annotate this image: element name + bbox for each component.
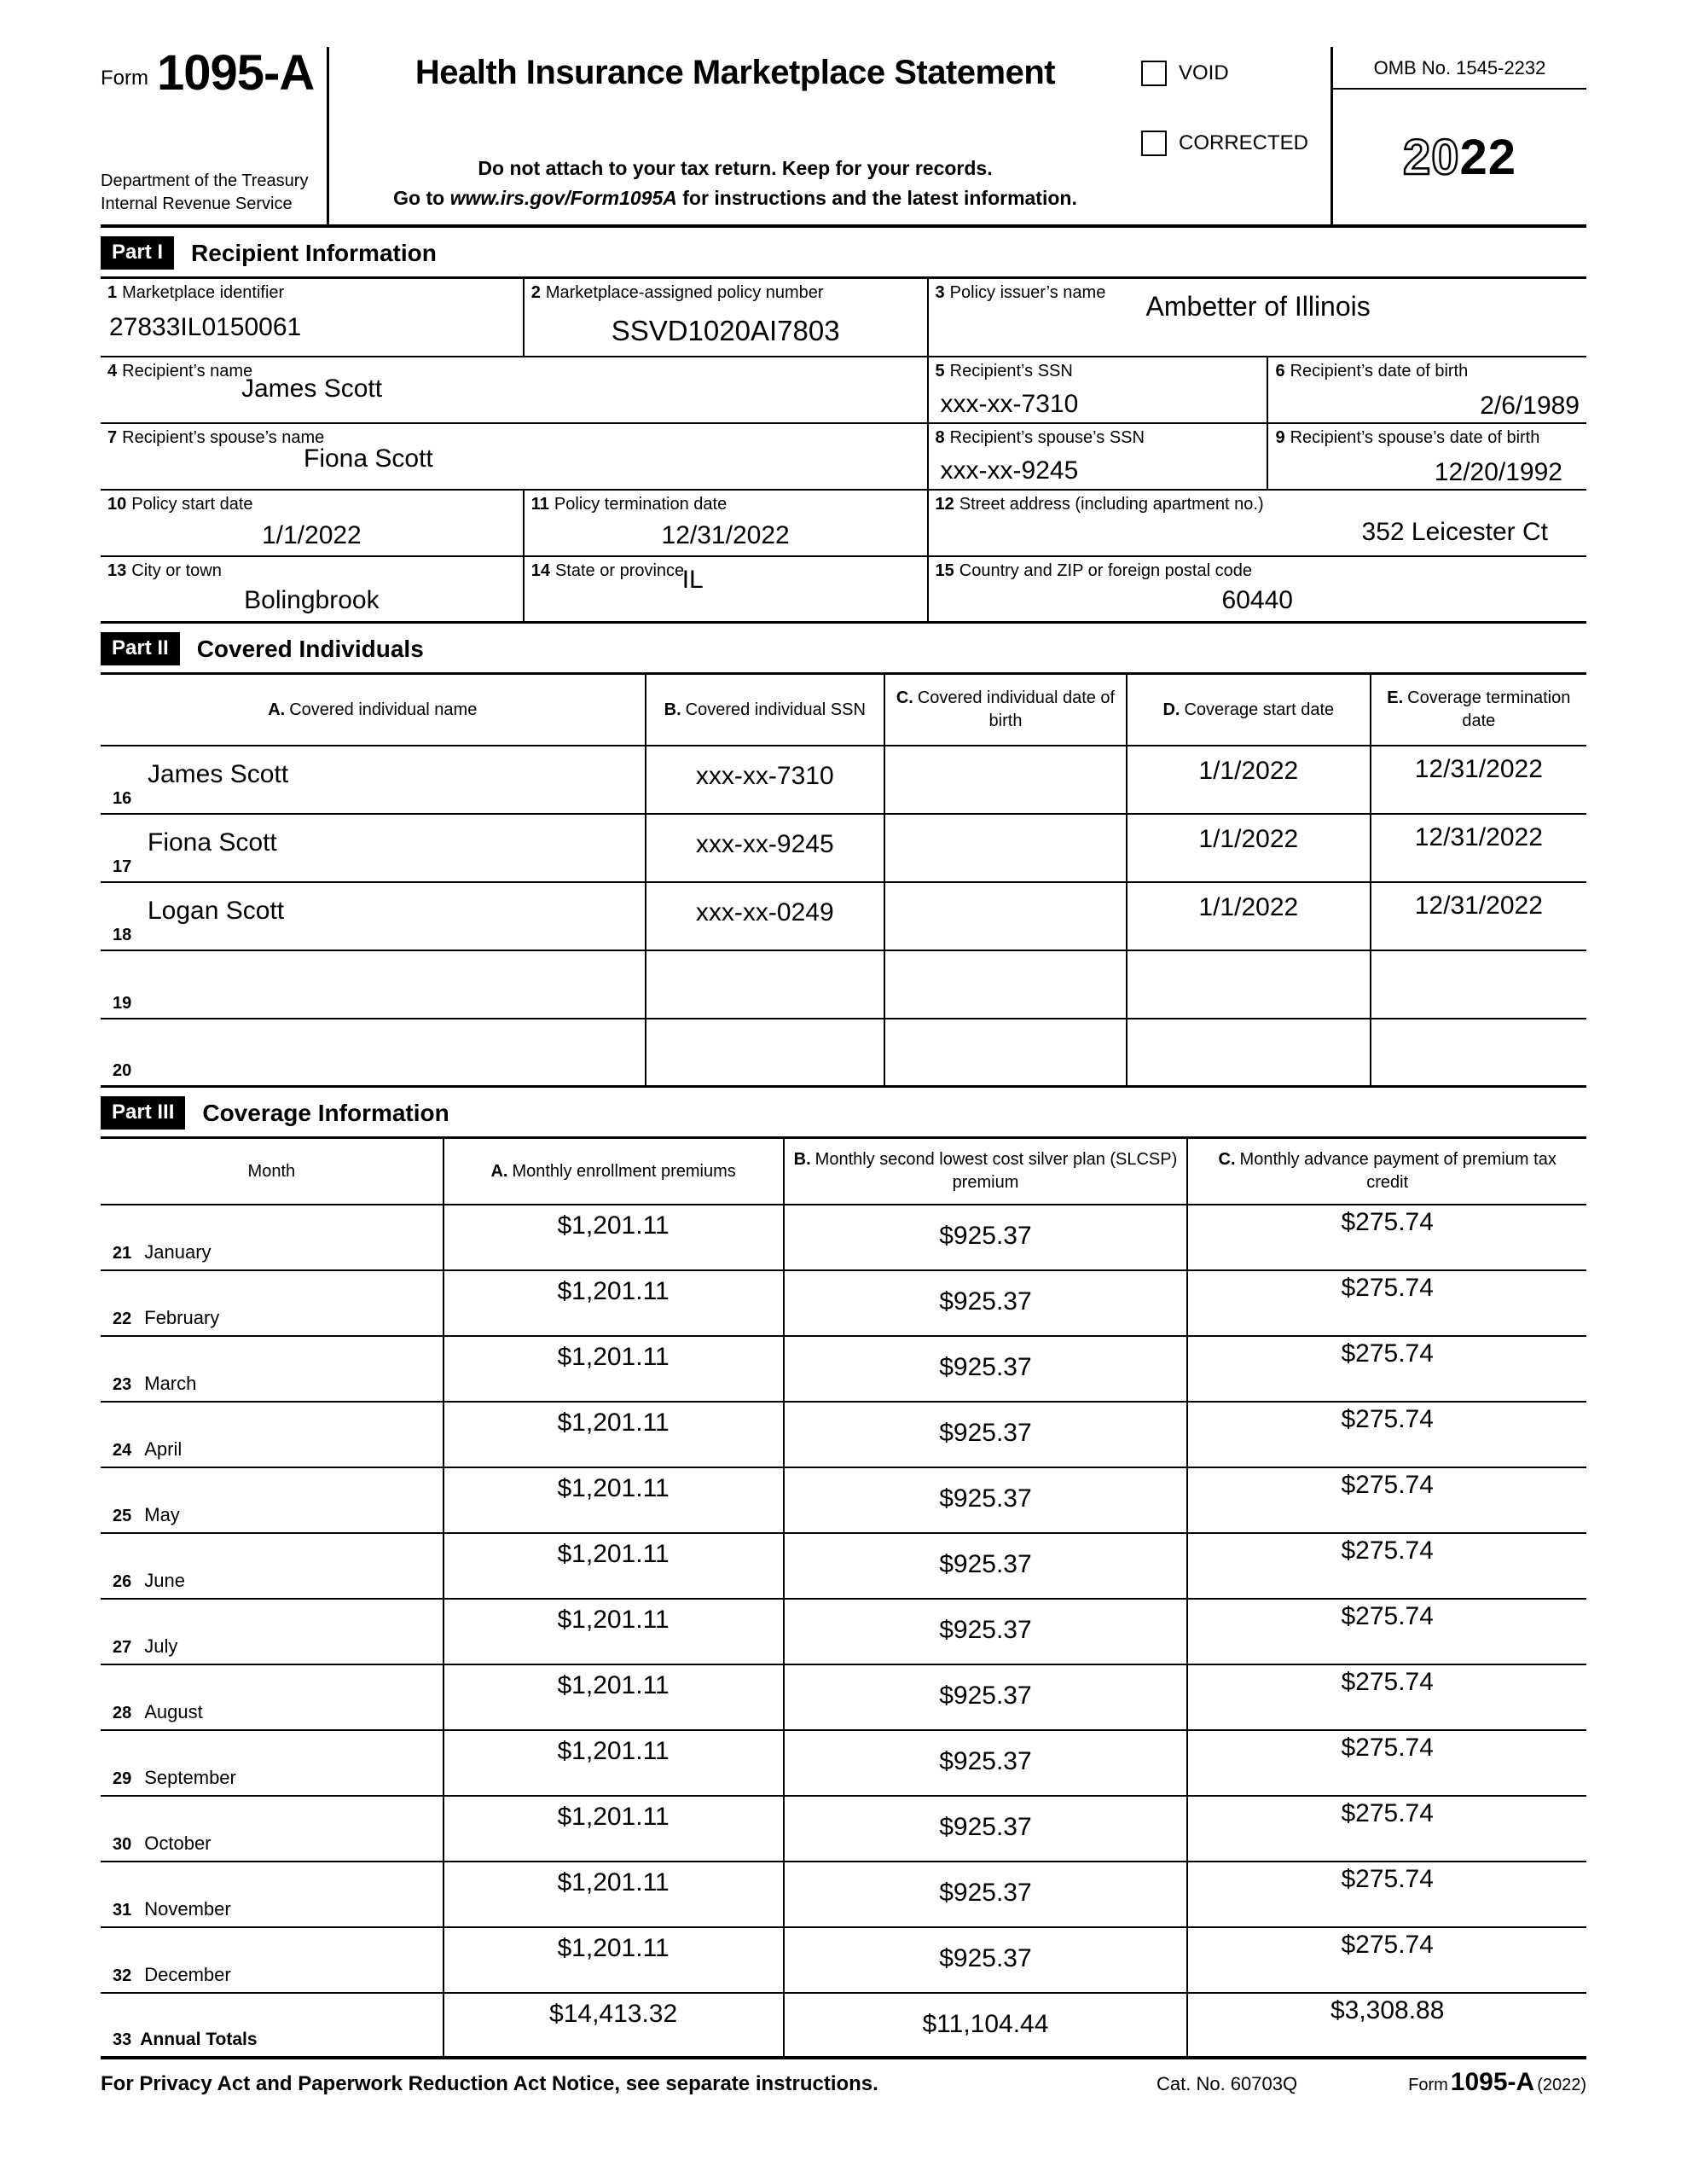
month-name: October bbox=[144, 1833, 212, 1854]
advance-payment: $275.74 bbox=[1341, 1931, 1434, 1959]
form-title: Health Insurance Marketplace Statement bbox=[415, 54, 1056, 91]
col-advance-payment: C. Monthly advance payment of premium tax credit bbox=[1186, 1139, 1586, 1204]
coverage-start: 1/1/2022 bbox=[1198, 893, 1299, 921]
advance-payment: $275.74 bbox=[1341, 1339, 1434, 1368]
line-number: 16 bbox=[113, 789, 132, 808]
covered-individual-row-16 bbox=[101, 746, 1586, 815]
part1-row-3 bbox=[101, 424, 1586, 491]
policy-number-value: SSVD1020AI7803 bbox=[611, 315, 840, 346]
enrollment-premium: $1,201.11 bbox=[557, 1671, 670, 1699]
field-spouse-ssn: 8 Recipient’s spouse’s SSN xxx-xx-9245 bbox=[927, 424, 1267, 489]
annual-totals-label: Annual Totals bbox=[140, 2030, 258, 2049]
policy-issuer-value: Ambetter of Illinois bbox=[1145, 291, 1371, 322]
spouse-ssn-value: xxx-xx-9245 bbox=[940, 456, 1079, 485]
form-word: Form bbox=[101, 67, 148, 90]
form-header bbox=[101, 47, 1586, 228]
enrollment-premium: $1,201.11 bbox=[557, 1934, 670, 1962]
advance-payment: $275.74 bbox=[1341, 1668, 1434, 1696]
privacy-notice: For Privacy Act and Paperwork Reduction Act Notice, see separate instructions. bbox=[101, 2072, 878, 2095]
irs-url: www.irs.gov/Form1095A bbox=[449, 187, 677, 210]
part3-table bbox=[101, 1136, 1586, 2059]
field-policy-start: 10 Policy start date 1/1/2022 bbox=[101, 491, 523, 555]
agency-line-1: Department of the Treasury bbox=[101, 171, 309, 190]
col-month: Month bbox=[247, 1161, 296, 1181]
omb-number: OMB No. 1545-2232 bbox=[1333, 47, 1586, 90]
advance-payment: $275.74 bbox=[1341, 1536, 1434, 1565]
form-instructions bbox=[341, 154, 1129, 214]
part2-title: Covered Individuals bbox=[196, 635, 424, 662]
form-title-block bbox=[329, 47, 1141, 224]
field-policy-number: 2 Marketplace-assigned policy number SSVD1020AI7803 bbox=[523, 279, 927, 356]
slcsp-premium: $925.37 bbox=[939, 1222, 1032, 1250]
coverage-row-november: 31 November $1,201.11 $925.37 $275.74 bbox=[101, 1862, 1586, 1928]
field-spouse-name: 7 Recipient’s spouse’s name Fiona Scott bbox=[107, 428, 433, 473]
coverage-row-july: 27 July $1,201.11 $925.37 $275.74 bbox=[101, 1600, 1586, 1665]
month-name: August bbox=[144, 1701, 203, 1722]
advance-payment: $275.74 bbox=[1341, 1471, 1434, 1499]
instruction-line-2: Go to www.irs.gov/Form1095A for instructions and the latest information. bbox=[393, 187, 1077, 210]
marketplace-identifier-value: 27833IL0150061 bbox=[109, 313, 302, 341]
covered-individual-row-18 bbox=[101, 883, 1586, 951]
recipient-dob-value: 2/6/1989 bbox=[1480, 392, 1580, 420]
enrollment-premium: $1,201.11 bbox=[557, 1606, 670, 1634]
advance-payment: $275.74 bbox=[1341, 1274, 1434, 1302]
slcsp-premium: $925.37 bbox=[939, 1616, 1032, 1644]
catalog-number: Cat. No. 60703Q bbox=[1157, 2073, 1298, 2094]
col-covered-ssn: B. Covered individual SSN bbox=[645, 675, 884, 745]
part2-header bbox=[101, 632, 1586, 665]
street-address-value: 352 Leicester Ct bbox=[1361, 518, 1548, 546]
advance-payment: $275.74 bbox=[1341, 1208, 1434, 1236]
coverage-row-october: 30 October $1,201.11 $925.37 $275.74 bbox=[101, 1797, 1586, 1862]
advance-payment: $275.74 bbox=[1341, 1602, 1434, 1630]
slcsp-premium: $925.37 bbox=[939, 1879, 1032, 1907]
slcsp-premium: $925.37 bbox=[939, 1550, 1032, 1578]
enrollment-premium: $1,201.11 bbox=[557, 1540, 670, 1568]
field-zip: 15 Country and ZIP or foreign postal code 60440 bbox=[927, 557, 1586, 621]
slcsp-premium: $925.37 bbox=[939, 1944, 1032, 1972]
line-number: 17 bbox=[113, 857, 132, 876]
part1-header bbox=[101, 236, 1586, 270]
form-signature: Form 1095-A (2022) bbox=[1408, 2068, 1586, 2096]
covered-ssn: xxx-xx-9245 bbox=[695, 830, 834, 858]
part2-table bbox=[101, 672, 1586, 1088]
field-policy-termination: 11 Policy termination date 12/31/2022 bbox=[523, 491, 927, 555]
corrected-checkbox[interactable] bbox=[1141, 131, 1167, 156]
enrollment-premium: $1,201.11 bbox=[557, 1343, 670, 1371]
month-name: June bbox=[144, 1570, 185, 1591]
coverage-start: 1/1/2022 bbox=[1198, 825, 1299, 853]
state-value: IL bbox=[681, 566, 704, 594]
field-street-address: 12 Street address (including apartment no.) 352 Leicester Ct bbox=[927, 491, 1586, 555]
enrollment-premium: $1,201.11 bbox=[557, 1474, 670, 1502]
month-name: March bbox=[144, 1373, 197, 1394]
coverage-end: 12/31/2022 bbox=[1414, 892, 1543, 920]
col-coverage-end: E. Coverage termination date bbox=[1370, 675, 1586, 745]
slcsp-premium: $925.37 bbox=[939, 1353, 1032, 1381]
coverage-end: 12/31/2022 bbox=[1414, 823, 1543, 851]
advance-payment: $275.74 bbox=[1341, 1865, 1434, 1893]
field-policy-issuer: 3 Policy issuer’s name Ambetter of Illinois bbox=[927, 279, 1586, 356]
enrollment-premium: $1,201.11 bbox=[557, 1211, 670, 1240]
field-spouse-dob: 9 Recipient’s spouse’s date of birth 12/20/1992 bbox=[1267, 424, 1586, 489]
coverage-row-february: 22 February $1,201.11 $925.37 $275.74 bbox=[101, 1271, 1586, 1337]
coverage-row-june: 26 June $1,201.11 $925.37 $275.74 bbox=[101, 1534, 1586, 1600]
col-covered-dob: C. Covered individual date of birth bbox=[884, 675, 1126, 745]
part1-title: Recipient Information bbox=[191, 239, 437, 266]
coverage-row-december: 32 December $1,201.11 $925.37 $275.74 bbox=[101, 1928, 1586, 1994]
enrollment-premium: $1,201.11 bbox=[557, 1409, 670, 1437]
agency-line-2: Internal Revenue Service bbox=[101, 195, 293, 213]
field-recipient-ssn: 5 Recipient’s SSN xxx-xx-7310 bbox=[927, 357, 1267, 422]
month-name: July bbox=[144, 1635, 178, 1657]
field-recipient-dob: 6 Recipient’s date of birth 2/6/1989 bbox=[1267, 357, 1586, 422]
part3-header bbox=[101, 1096, 1586, 1130]
part1-badge: Part I bbox=[101, 236, 174, 270]
part2-column-headers bbox=[101, 675, 1586, 746]
corrected-row bbox=[1141, 131, 1330, 156]
field-state: 14 State or province IL bbox=[523, 557, 927, 621]
omb-block bbox=[1330, 47, 1586, 224]
coverage-row-january: 21 January $1,201.11 $925.37 $275.74 bbox=[101, 1205, 1586, 1271]
coverage-row-may: 25 May $1,201.11 $925.37 $275.74 bbox=[101, 1468, 1586, 1534]
part3-badge: Part III bbox=[101, 1096, 185, 1130]
spouse-dob-value: 12/20/1992 bbox=[1434, 458, 1562, 486]
covered-name: Fiona Scott bbox=[148, 828, 277, 857]
field-recipient-name: 4 Recipient’s name James Scott bbox=[107, 362, 383, 403]
coverage-row-august: 28 August $1,201.11 $925.37 $275.74 bbox=[101, 1665, 1586, 1731]
slcsp-premium: $925.37 bbox=[939, 1813, 1032, 1841]
coverage-row-march: 23 March $1,201.11 $925.37 $275.74 bbox=[101, 1337, 1586, 1403]
line-number: 18 bbox=[113, 926, 132, 944]
part3-title: Coverage Information bbox=[202, 1099, 449, 1126]
month-name: May bbox=[144, 1504, 180, 1525]
month-name: February bbox=[144, 1307, 220, 1328]
slcsp-premium: $925.37 bbox=[939, 1747, 1032, 1775]
form-footer bbox=[101, 2068, 1586, 2097]
covered-ssn: xxx-xx-7310 bbox=[695, 762, 834, 790]
enrollment-premium: $1,201.11 bbox=[557, 1737, 670, 1765]
part1-row-2 bbox=[101, 357, 1586, 424]
month-name: November bbox=[144, 1898, 231, 1920]
line-number: 20 bbox=[113, 1061, 132, 1080]
spouse-name-value: Fiona Scott bbox=[304, 444, 433, 473]
advance-payment: $275.74 bbox=[1341, 1734, 1434, 1762]
policy-start-value: 1/1/2022 bbox=[261, 521, 362, 549]
corrected-label: CORRECTED bbox=[1179, 131, 1309, 154]
part2-badge: Part II bbox=[101, 632, 180, 665]
checkbox-block bbox=[1141, 47, 1330, 224]
coverage-row-september: 29 September $1,201.11 $925.37 $275.74 bbox=[101, 1731, 1586, 1797]
coverage-start: 1/1/2022 bbox=[1198, 757, 1299, 785]
zip-value: 60440 bbox=[1221, 586, 1293, 614]
tax-year: 20 22 bbox=[1402, 129, 1517, 185]
annual-total-premiums: $14,413.32 bbox=[549, 2000, 678, 2028]
coverage-end: 12/31/2022 bbox=[1414, 755, 1543, 783]
part1-table bbox=[101, 276, 1586, 624]
covered-individual-row-19 bbox=[101, 951, 1586, 1019]
agency-block bbox=[101, 170, 320, 216]
field-city: 13 City or town Bolingbrook bbox=[101, 557, 523, 621]
slcsp-premium: $925.37 bbox=[939, 1484, 1032, 1513]
slcsp-premium: $925.37 bbox=[939, 1287, 1032, 1316]
line-number: 19 bbox=[113, 994, 132, 1013]
part3-column-headers bbox=[101, 1139, 1586, 1205]
void-row bbox=[1141, 61, 1330, 86]
annual-total-advance: $3,308.88 bbox=[1330, 1996, 1445, 2024]
advance-payment: $275.74 bbox=[1341, 1405, 1434, 1433]
void-checkbox[interactable] bbox=[1141, 61, 1167, 86]
covered-individual-row-20 bbox=[101, 1019, 1586, 1088]
void-label: VOID bbox=[1179, 61, 1229, 84]
city-value: Bolingbrook bbox=[244, 586, 380, 614]
recipient-ssn-value: xxx-xx-7310 bbox=[940, 390, 1079, 418]
month-name: September bbox=[144, 1767, 236, 1788]
field-marketplace-identifier: 1 Marketplace identifier 27833IL0150061 bbox=[107, 283, 302, 341]
advance-payment: $275.74 bbox=[1341, 1799, 1434, 1827]
month-name: December bbox=[144, 1964, 231, 1985]
recipient-name-value: James Scott bbox=[241, 375, 383, 403]
coverage-row-annual-totals: 33 Annual Totals $14,413.32 $11,104.44 $3,308.88 bbox=[101, 1994, 1586, 2059]
slcsp-premium: $925.37 bbox=[939, 1419, 1032, 1447]
col-covered-name: A. Covered individual name bbox=[268, 700, 478, 719]
part1-row-4 bbox=[101, 491, 1586, 557]
month-name: January bbox=[144, 1241, 212, 1263]
part1-row-5 bbox=[101, 557, 1586, 624]
col-slcsp-premium: B. Monthly second lowest cost silver plan (SLCSP) premium bbox=[783, 1139, 1187, 1204]
form-id-block bbox=[101, 47, 329, 224]
part1-row-1 bbox=[101, 279, 1586, 357]
form-number: 1095-A bbox=[157, 45, 315, 101]
enrollment-premium: $1,201.11 bbox=[557, 1868, 670, 1896]
month-name: April bbox=[144, 1438, 183, 1460]
footer-form-number: 1095-A bbox=[1450, 2068, 1535, 2096]
annual-total-slcsp: $11,104.44 bbox=[922, 2010, 1049, 2038]
covered-individual-row-17 bbox=[101, 815, 1586, 883]
instruction-line-1: Do not attach to your tax return. Keep for your records. bbox=[478, 156, 993, 179]
coverage-row-april: 24 April $1,201.11 $925.37 $275.74 bbox=[101, 1403, 1586, 1468]
covered-name: Logan Scott bbox=[148, 897, 285, 925]
enrollment-premium: $1,201.11 bbox=[557, 1277, 670, 1305]
policy-termination-value: 12/31/2022 bbox=[661, 521, 790, 549]
slcsp-premium: $925.37 bbox=[939, 1682, 1032, 1710]
col-coverage-start: D. Coverage start date bbox=[1126, 675, 1370, 745]
covered-ssn: xxx-xx-0249 bbox=[695, 898, 834, 926]
covered-name: James Scott bbox=[148, 760, 289, 788]
enrollment-premium: $1,201.11 bbox=[557, 1803, 670, 1831]
col-enrollment-premiums: A. Monthly enrollment premiums bbox=[443, 1139, 783, 1204]
